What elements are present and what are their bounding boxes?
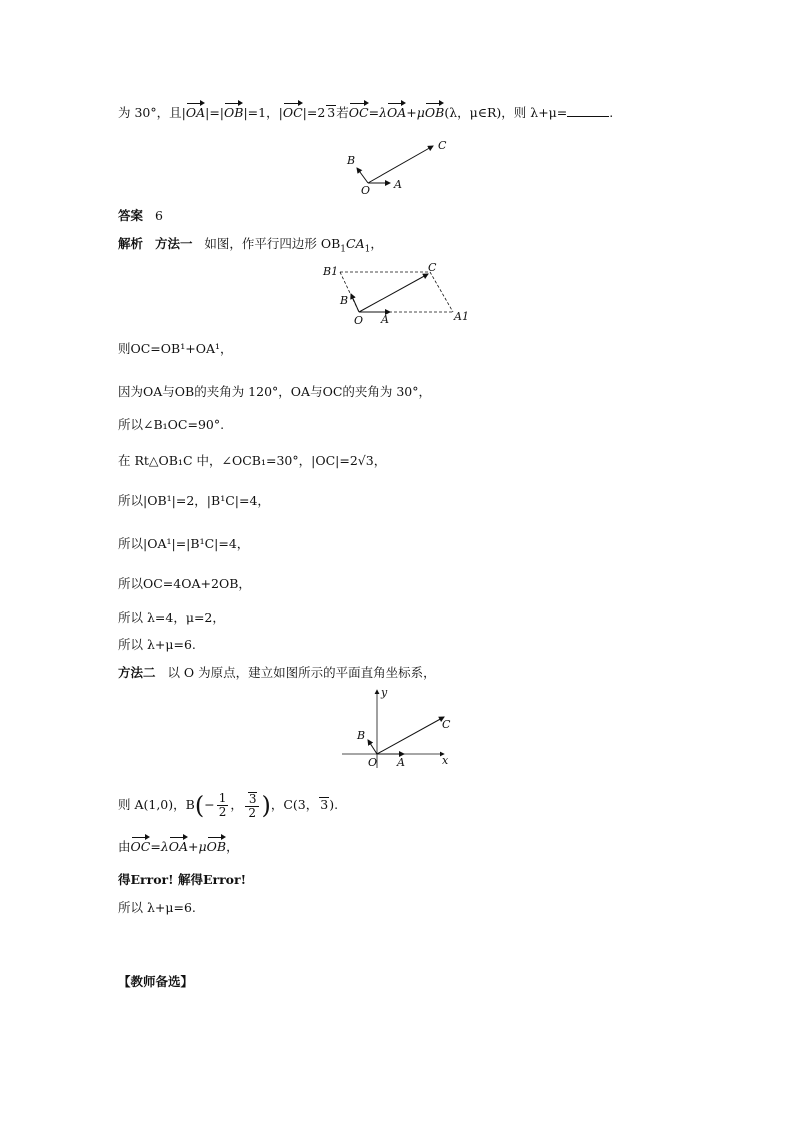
teacher-section-title: 【教师备选】 [118, 974, 194, 989]
answer-blank [567, 104, 609, 117]
method2-line: 方法二 以 O 为原点，建立如图所示的平面直角坐标系， [118, 665, 436, 680]
step-line: 所以OC=4OA+2OB， [118, 576, 251, 591]
error-line: 得Error! 解得Error! [118, 872, 247, 887]
label-a1: A1 [454, 310, 469, 323]
label-o3: O [368, 756, 378, 769]
step-line: 在 Rt△OB₁C 中，∠OCB₁=30°，|OC|=2√3， [118, 453, 387, 468]
problem-statement: 为 30°，且|OA|=|OB|=1，|OC|=2 3若OC=λOA+μOB(λ，μ∈R)，则 λ+μ= . [118, 105, 614, 120]
vector-oc: OC [282, 105, 303, 120]
step-line: 则OC=OB¹+OA¹， [118, 341, 233, 356]
step-line: 所以 λ+μ=6. [118, 637, 196, 652]
coords-line: 则 A(1,0)，B(− $\frac{1}{2}$ ， $\frac{3}{2}$ )，C(3， 3). [118, 791, 339, 820]
figure-coordinates [340, 686, 460, 770]
label-c: C [438, 139, 447, 152]
vector-oa: OA [185, 105, 206, 120]
label-a2: A [381, 313, 389, 326]
label-b2: B [340, 294, 349, 307]
label-b: B [347, 154, 356, 167]
label-o2: O [354, 314, 364, 327]
label-o: O [361, 184, 371, 197]
label-a: A [394, 178, 402, 191]
label-y: y [381, 686, 388, 699]
fraction-half: $\frac{1}{2}$ [218, 791, 227, 819]
step-line: 所以 λ=4，μ=2， [118, 610, 225, 625]
figure-vectors [335, 135, 465, 200]
label-a3: A [397, 756, 405, 769]
vector-ob: OB [224, 105, 244, 120]
label-b3: B [357, 729, 366, 742]
sqrt: 3 [327, 105, 336, 120]
step-line: 所以|OB¹|=2，|B¹C|=4， [118, 493, 270, 508]
vector-ob-arrow [357, 168, 368, 183]
from-eq-line: 由OC=λOA+μOB， [118, 839, 239, 854]
fraction-sqrt3-half: $\frac{3}{2}$ [245, 792, 260, 820]
analysis-method1: 解析 方法一 如图，作平行四边形 $OB_1CA_1$， [118, 236, 383, 255]
step-line: 所以|OA¹|=|B¹C|=4， [118, 536, 250, 551]
figure-parallelogram [318, 260, 478, 330]
label-c3: C [442, 718, 451, 731]
answer-line: 答案 6 [118, 208, 163, 223]
label-b1: B1 [323, 265, 339, 278]
label-c2: C [428, 261, 437, 274]
step-line: 因为OA与OB的夹角为 120°，OA与OC的夹角为 30°， [118, 384, 432, 399]
final-line: 所以 λ+μ=6. [118, 900, 196, 915]
step-line: 所以∠B₁OC=90°. [118, 417, 225, 432]
label-x: x [442, 754, 449, 767]
